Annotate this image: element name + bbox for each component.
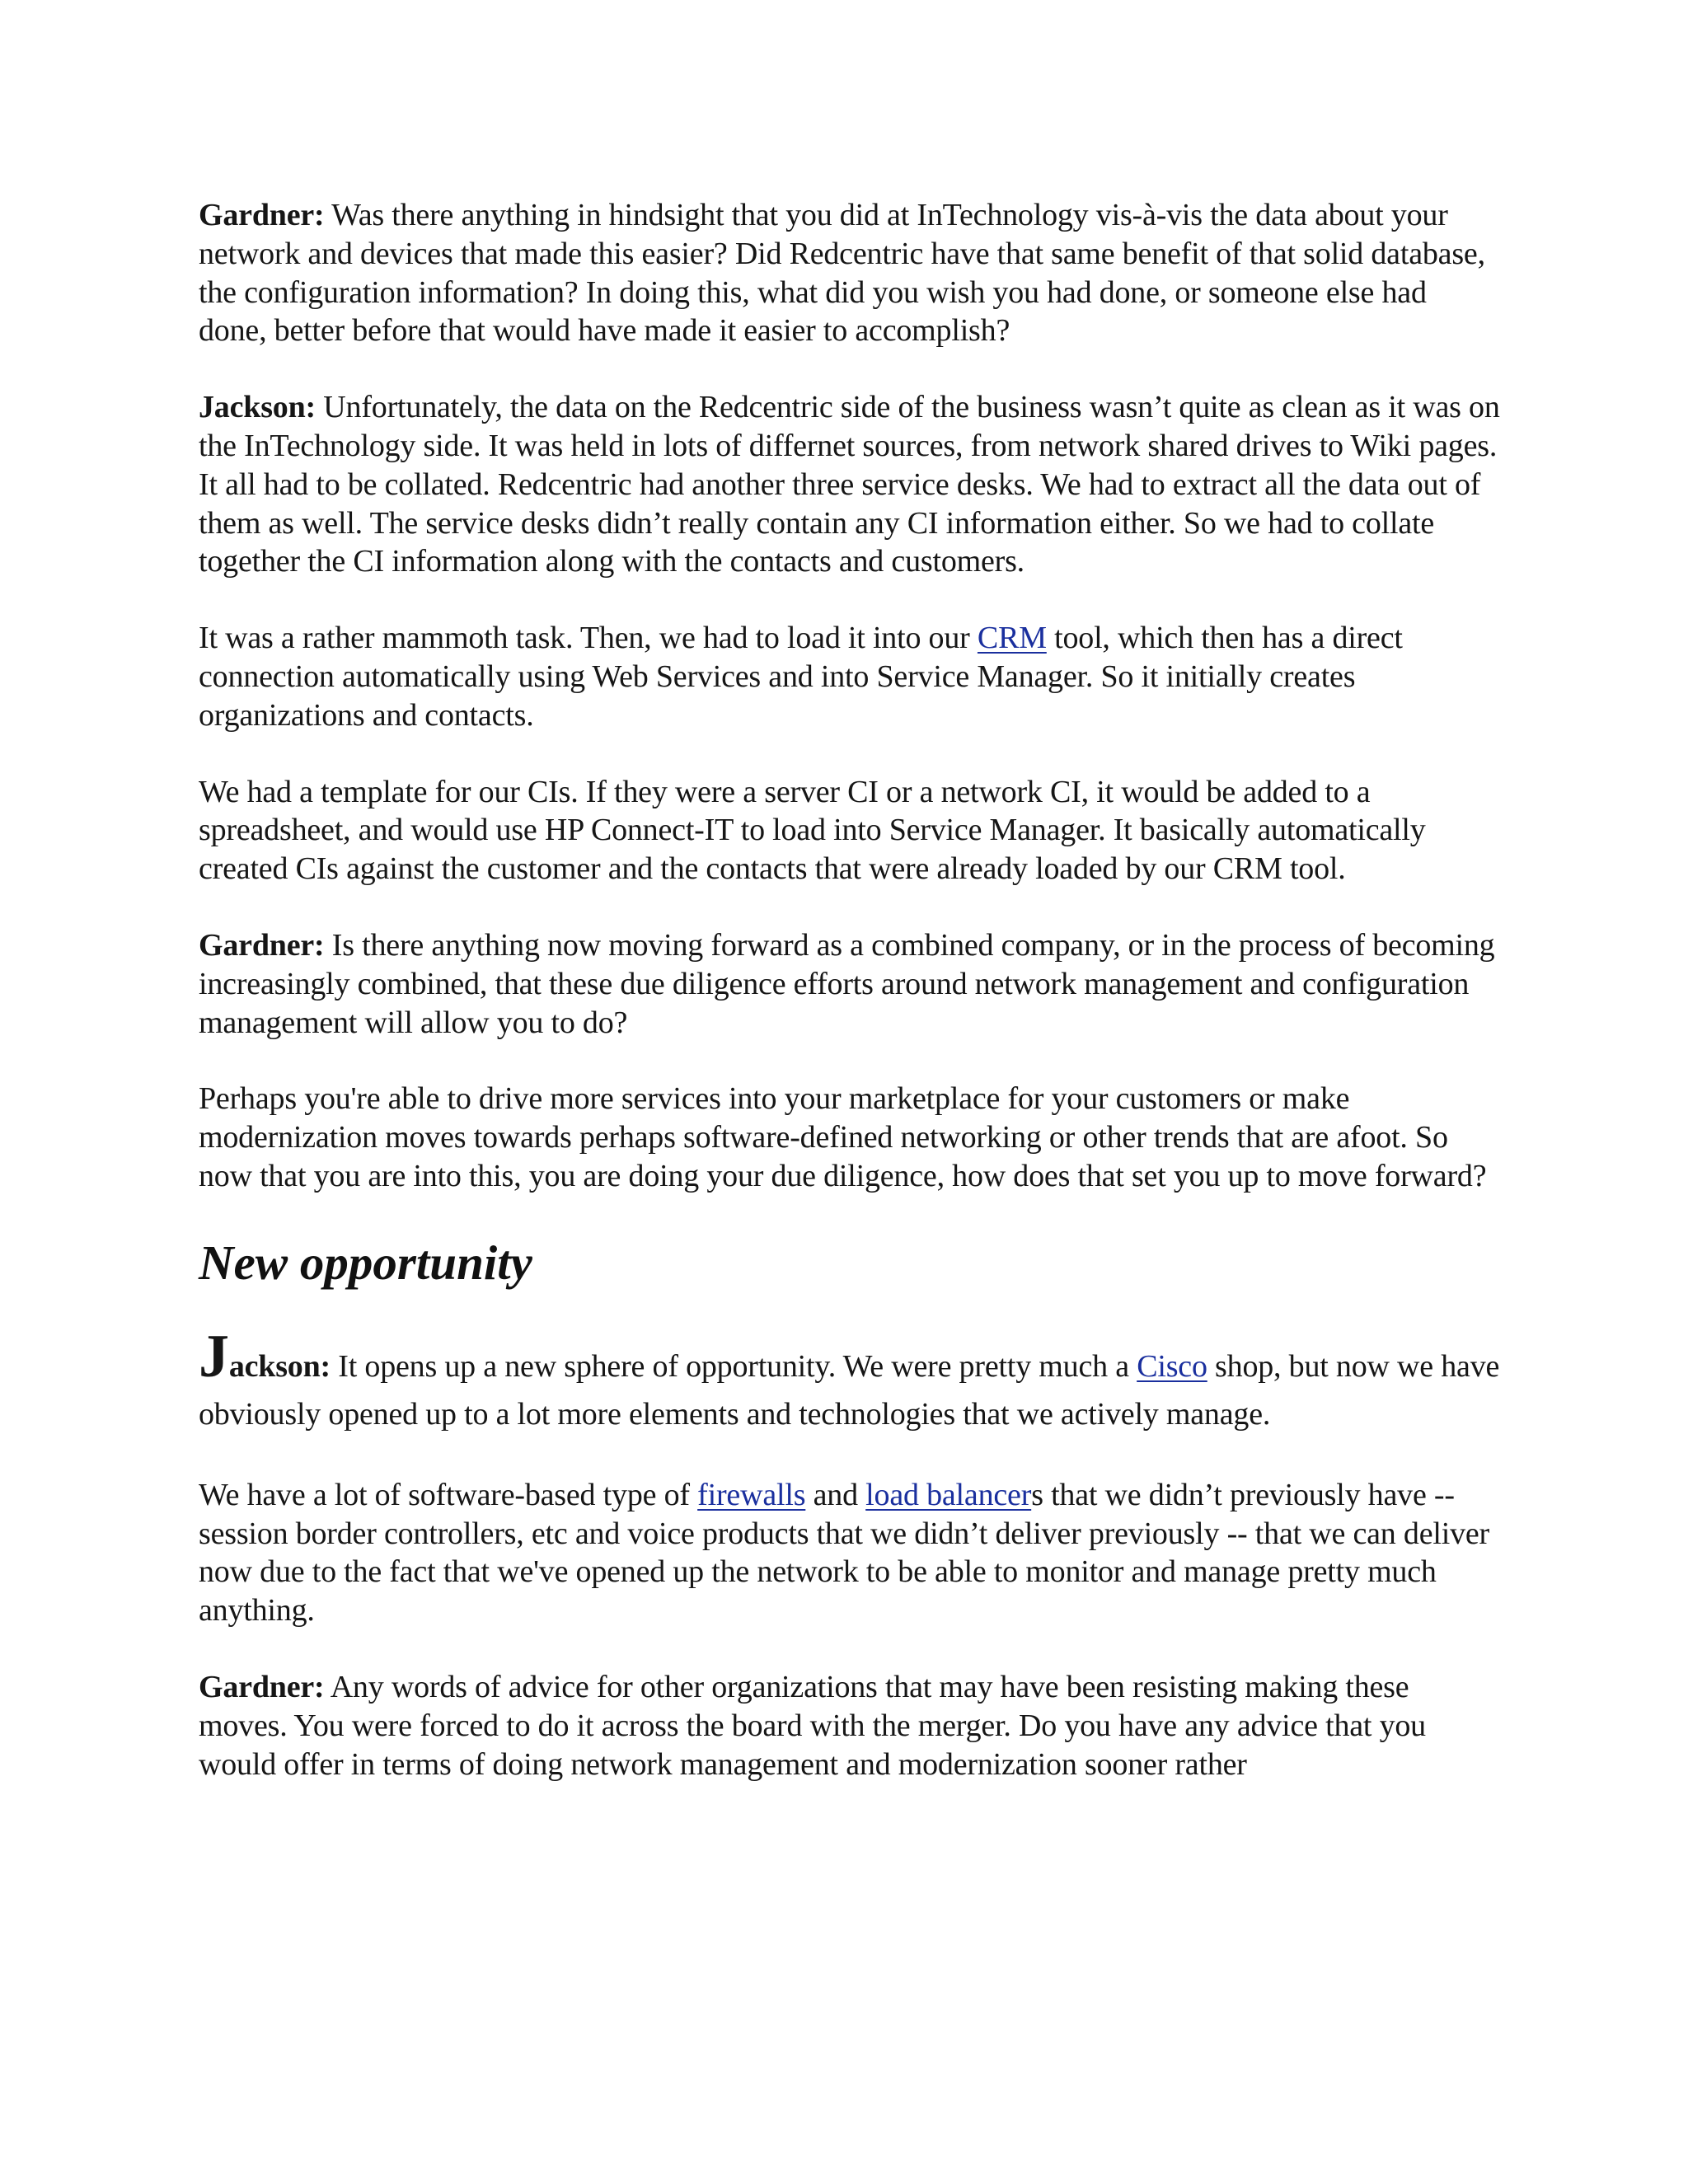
paragraph-text: s that we didn’t previously have -- session border controllers, etc and voice products that we didn’t deliver previously -- that we can deliver now due to the fact that we've opened up the network to be able to monitor and manage pretty much anything. <box>199 1477 1490 1629</box>
paragraph-mammoth-task <box>199 619 1501 734</box>
crm-link[interactable]: CRM <box>977 621 1047 656</box>
paragraph-text: It opens up a new sphere of opportunity. We were pretty much a <box>331 1348 1137 1384</box>
speaker-label: Gardner: <box>199 1669 325 1704</box>
paragraph-text: Is there anything now moving forward as a combined company, or in the process of becoming increasingly combined, that these due diligence efforts around network management and configuration management will allow you to do? <box>199 927 1495 1040</box>
load-balancers-link[interactable]: load balancer <box>865 1477 1032 1512</box>
speaker-label: ackson: <box>228 1348 331 1384</box>
firewalls-link[interactable]: firewalls <box>697 1477 806 1512</box>
paragraph-software-firewalls <box>199 1476 1501 1630</box>
paragraph-gardner-hindsight <box>199 196 1501 350</box>
paragraph-text: It was a rather mammoth task. Then, we had to load it into our <box>199 621 978 656</box>
document-page <box>199 196 1501 1821</box>
paragraph-text: shop, but now we have obviously opened up to a lot more elements and technologies that we actively manage. <box>199 1348 1500 1432</box>
paragraph-marketplace <box>199 1080 1501 1195</box>
paragraph-text: Any words of advice for other organizations that may have been resisting making these moves. You were forced to do it across the board with the merger. Do you have any advice that you would offer in terms of doing network management and modernization sooner rather <box>199 1669 1426 1782</box>
speaker-label: Gardner: <box>199 198 325 232</box>
section-heading: New opportunity <box>199 1235 532 1290</box>
paragraph-jackson-data <box>199 388 1501 581</box>
paragraph-text: Perhaps you're able to drive more services into your marketplace for your customers or make modernization moves towards perhaps software-defined networking or other trends that are afoot. So now that you are into this, you are doing your due diligence, how does that set you up to move forward? <box>199 1081 1487 1193</box>
cisco-link[interactable]: Cisco <box>1137 1348 1207 1384</box>
speaker-label: Jackson: <box>199 390 316 425</box>
paragraph-text: Was there anything in hindsight that you did at InTechnology vis-à-vis the data about your network and devices that made this easier? Did Redcentric have that same benefit of that solid database, the configuration information? In doing this, what did you wish you had done, or someone else had done, better before that would have made it easier to accomplish? <box>199 198 1485 349</box>
paragraph-gardner-advice <box>199 1668 1501 1783</box>
paragraph-text: Unfortunately, the data on the Redcentric side of the business wasn’t quite as clean as it was on the InTechnology side. It was held in lots of differnet sources, from network shared drives to Wiki pages. It all had to be collated. Redcentric had another three service desks. We had to extract all the data out of them as well. The service desks didn’t really contain any CI information either. So we had to collate together the CI information along with the contacts and customers. <box>199 390 1500 579</box>
paragraph-jackson-opportunity <box>199 1322 1501 1438</box>
speaker-label: Gardner: <box>199 927 325 963</box>
paragraph-text: tool, which then has a direct connection automatically using Web Services and into Service Manager. So it initially creates organizations and contacts. <box>199 621 1403 733</box>
paragraph-text: We have a lot of software-based type of <box>199 1477 698 1512</box>
paragraph-text: We had a template for our CIs. If they were a server CI or a network CI, it would be added to a spreadsheet, and would use HP Connect-IT to load into Service Manager. It basically automatically created CIs against the customer and the contacts that were already loaded by our CRM tool. <box>199 774 1426 887</box>
paragraph-text: and <box>805 1477 866 1512</box>
paragraph-gardner-forward <box>199 926 1501 1042</box>
paragraph-template <box>199 773 1501 888</box>
drop-cap: J <box>199 1322 229 1390</box>
